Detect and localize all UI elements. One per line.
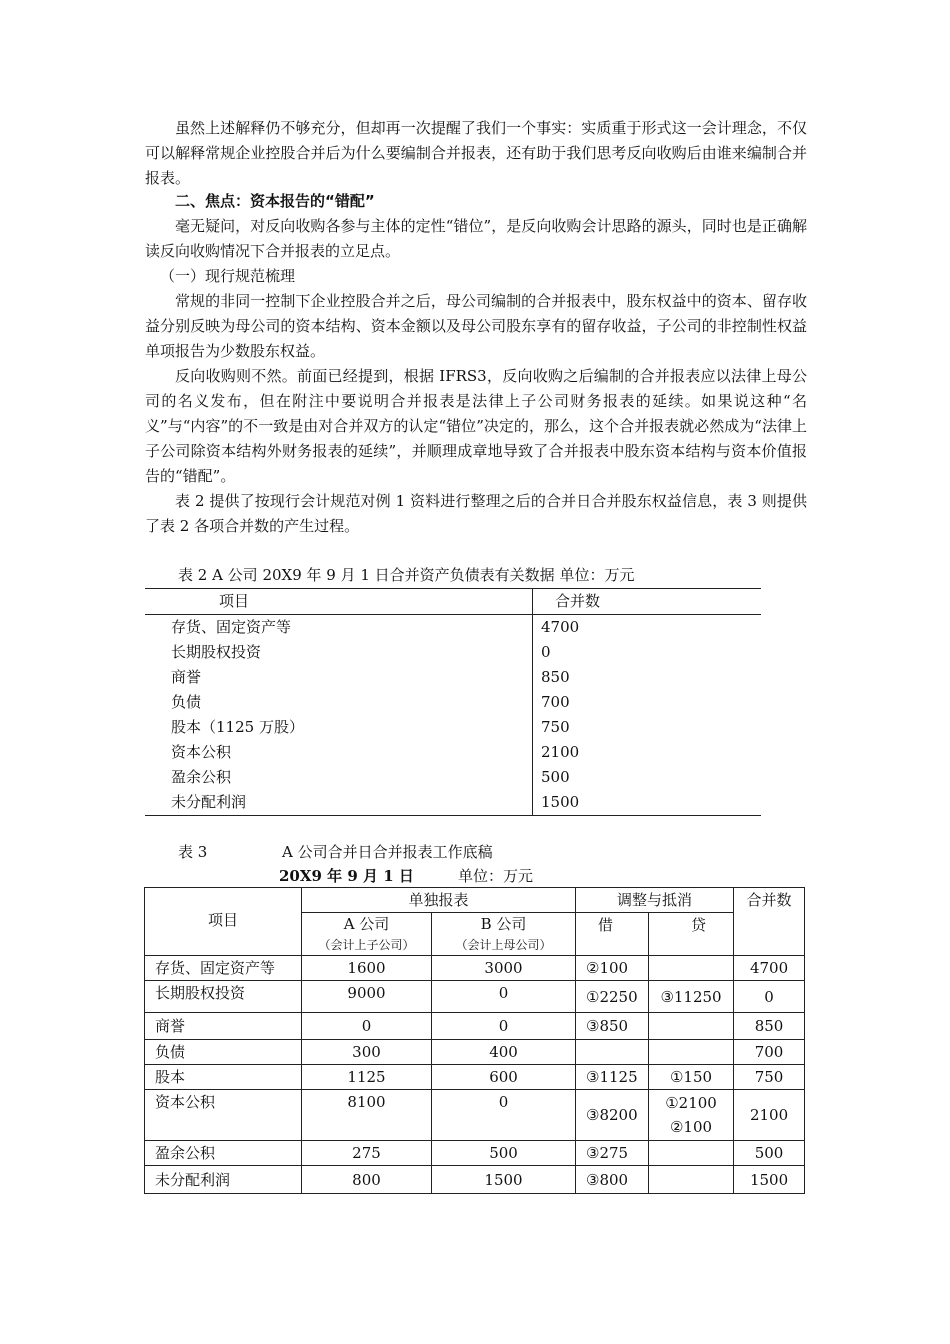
table3-cell-a: 300 — [302, 1040, 432, 1065]
table3-cell-b: 400 — [432, 1040, 576, 1065]
table2-cell-item: 存货、固定资产等 — [171, 618, 292, 636]
table3-cell-credit-2: ②100 — [669, 1118, 713, 1136]
table2-caption: 表 2 A 公司 20X9 年 9 月 1 日合并资产负债表有关数据 单位：万元 — [178, 566, 635, 584]
table-row — [145, 615, 761, 641]
table3-caption-label: 表 3 — [178, 843, 208, 861]
table3-cell-b: 3000 — [432, 956, 576, 981]
table3-cell-b: 1500 — [432, 1166, 576, 1194]
table3-cell-item: 资本公积 — [145, 1090, 302, 1141]
paragraph-substance-over-form: 虽然上述解释仍不够充分，但却再一次提醒了我们一个事实：实质重于形式这一会计理念，不仅可以解释常规企业控股合并后为什么要编制合并报表，还有助于我们思考反向收购后由谁来编制合并报表。 — [145, 119, 807, 187]
table3-cell-item: 未分配利润 — [145, 1166, 302, 1194]
table3-cell-total: 0 — [734, 981, 805, 1013]
table3-cell-a: 275 — [302, 1141, 432, 1166]
table3-cell-total: 500 — [734, 1141, 805, 1166]
table3-header-item: 项目 — [145, 888, 302, 956]
table3-cell-total: 750 — [734, 1065, 805, 1090]
table3-cell-b: 0 — [432, 1090, 576, 1141]
table3-header-credit: 贷 — [649, 913, 734, 956]
table2-cell-item: 未分配利润 — [171, 793, 247, 811]
paragraph-positioning-dislocation: 毫无疑问，对反向收购各参与主体的定性“错位”，是反向收购会计思路的源头，同时也是正确解读反向收购情况下合并报表的立足点。 — [145, 217, 807, 260]
table3-cell-a: 800 — [302, 1166, 432, 1194]
table3-header-row-1 — [145, 888, 805, 913]
paragraph-reverse-acquisition: 反向收购则不然。前面已经提到，根据 IFRS3，反向收购之后编制的合并报表应以法律上母公司的名义发布，但在附注中要说明合并报表是法律上子公司财务报表的延续。如果说这种“名义”与“内容”的不一致是由对合并双方的认定“错位”决定的，那么，这个合并报表就必然成为“法律上子公司除资本结构外财务报表的延续”，并顺理成章地导致了合并报表中股东资本结构与资本价值报告的“错配”。 — [145, 367, 807, 485]
table-row — [145, 690, 761, 715]
paragraph-regular-consolidation: 常规的非同一控制下企业控股合并之后，母公司编制的合并报表中，股东权益中的资本、留存收益分别反映为母公司的资本结构、资本金额以及母公司股东享有的留存收益，子公司的非控制性权益单项报告为少数股东权益。 — [145, 292, 807, 360]
paragraph-table-intro: 表 2 提供了按现行会计规范对例 1 资料进行整理之后的合并日合并股东权益信息，表 3 则提供了表 2 各项合并数的产生过程。 — [145, 492, 807, 535]
table3-cell-item: 长期股权投资 — [145, 981, 302, 1013]
table3-cell-debit: ③850 — [576, 1013, 649, 1040]
table2-cell-item: 负债 — [171, 693, 202, 711]
table3-cell-b: 0 — [432, 981, 576, 1013]
table-row — [145, 956, 805, 981]
table3-cell-a: 0 — [302, 1013, 432, 1040]
table3-header-b-cell — [432, 913, 576, 956]
table3-cell-debit — [576, 1040, 649, 1065]
table-row — [145, 1166, 805, 1194]
table-row — [145, 790, 761, 816]
table-row — [145, 715, 761, 740]
table3-header-a-company: A 公司 — [343, 915, 390, 933]
table3-header-separate: 单独报表 — [302, 888, 576, 913]
table-row — [145, 1065, 805, 1090]
table3-cell-credit — [649, 1013, 734, 1040]
table2-cell-value: 700 — [533, 690, 762, 715]
table2-cell-item: 资本公积 — [171, 743, 232, 761]
table2-cell-item: 盈余公积 — [171, 768, 232, 786]
table3-cell-b: 500 — [432, 1141, 576, 1166]
table3-cell-b: 600 — [432, 1065, 576, 1090]
table2-cell-value: 1500 — [533, 790, 762, 816]
table-row — [145, 1040, 805, 1065]
table3-cell-credit: ①2100 — [665, 1094, 717, 1112]
table2-cell-value: 2100 — [533, 740, 762, 765]
table3-cell-item: 股本 — [145, 1065, 302, 1090]
table2-header-item: 项目 — [219, 592, 250, 610]
table3-cell-a: 1600 — [302, 956, 432, 981]
table-row — [145, 665, 761, 690]
table3-cell-b: 0 — [432, 1013, 576, 1040]
table3-caption-date: 20X9 年 9 月 1 日 — [279, 867, 414, 885]
table3-cell-credit — [649, 1166, 734, 1194]
table3-caption-unit: 单位：万元 — [458, 867, 534, 885]
table3-cell-credit: ①150 — [649, 1065, 734, 1090]
table3-cell-a: 1125 — [302, 1065, 432, 1090]
table3-header-debit: 借 — [576, 913, 649, 956]
table-row — [145, 1090, 805, 1141]
table3-cell-credit — [649, 1141, 734, 1166]
table3-cell-credit-multi — [649, 1090, 734, 1141]
table3-caption-title: A 公司合并日合并报表工作底稿 — [282, 843, 493, 861]
table2-cell-value: 500 — [533, 765, 762, 790]
table3-cell-debit: ③8200 — [576, 1090, 649, 1141]
table3-header-total: 合并数 — [734, 888, 805, 956]
subsection-heading-current-rules: （一）现行规范梳理 — [160, 267, 296, 285]
table2-header-row — [145, 589, 761, 615]
table2-cell-value: 750 — [533, 715, 762, 740]
table3-cell-total: 1500 — [734, 1166, 805, 1194]
table2-cell-item: 长期股权投资 — [171, 643, 262, 661]
table-row — [145, 740, 761, 765]
table3-cell-credit: ③11250 — [649, 981, 734, 1013]
table2-header-total: 合并数 — [533, 589, 762, 615]
table3-cell-total: 700 — [734, 1040, 805, 1065]
table3-cell-a: 9000 — [302, 981, 432, 1013]
table2-cell-item: 商誉 — [171, 668, 202, 686]
table3-cell-debit: ③275 — [576, 1141, 649, 1166]
table3-cell-item: 盈余公积 — [145, 1141, 302, 1166]
table3-cell-debit: ②100 — [576, 956, 649, 981]
table3-cell-debit: ③800 — [576, 1166, 649, 1194]
table3-header-adjust: 调整与抵消 — [576, 888, 734, 913]
table2-consolidated-balance — [145, 588, 761, 816]
table3-worksheet — [144, 887, 805, 1194]
table3-cell-total: 4700 — [734, 956, 805, 981]
table2-cell-item: 股本（1125 万股） — [171, 718, 304, 736]
table3-header-b-note: （会计上母公司） — [455, 938, 552, 952]
table3-cell-total: 2100 — [734, 1090, 805, 1141]
table3-header-b-company: B 公司 — [480, 915, 527, 933]
table-row — [145, 1013, 805, 1040]
table-row — [145, 1141, 805, 1166]
table3-cell-item: 商誉 — [145, 1013, 302, 1040]
table-row — [145, 640, 761, 665]
table-row — [145, 765, 761, 790]
table3-cell-total: 850 — [734, 1013, 805, 1040]
table3-cell-item: 存货、固定资产等 — [145, 956, 302, 981]
table3-cell-item: 负债 — [145, 1040, 302, 1065]
table2-cell-value: 850 — [533, 665, 762, 690]
table3-cell-credit — [649, 956, 734, 981]
table3-cell-a: 8100 — [302, 1090, 432, 1141]
table3-header-a-note: （会计上子公司） — [318, 938, 415, 952]
table3-header-a-cell — [302, 913, 432, 956]
table-row — [145, 981, 805, 1013]
table3-cell-debit: ①2250 — [576, 981, 649, 1013]
table3-cell-debit: ③1125 — [576, 1065, 649, 1090]
table2-cell-value: 4700 — [533, 615, 762, 641]
table2-cell-value: 0 — [533, 640, 762, 665]
section-heading-capital-mismatch: 二、焦点：资本报告的“错配” — [175, 192, 375, 210]
table3-cell-credit — [649, 1040, 734, 1065]
